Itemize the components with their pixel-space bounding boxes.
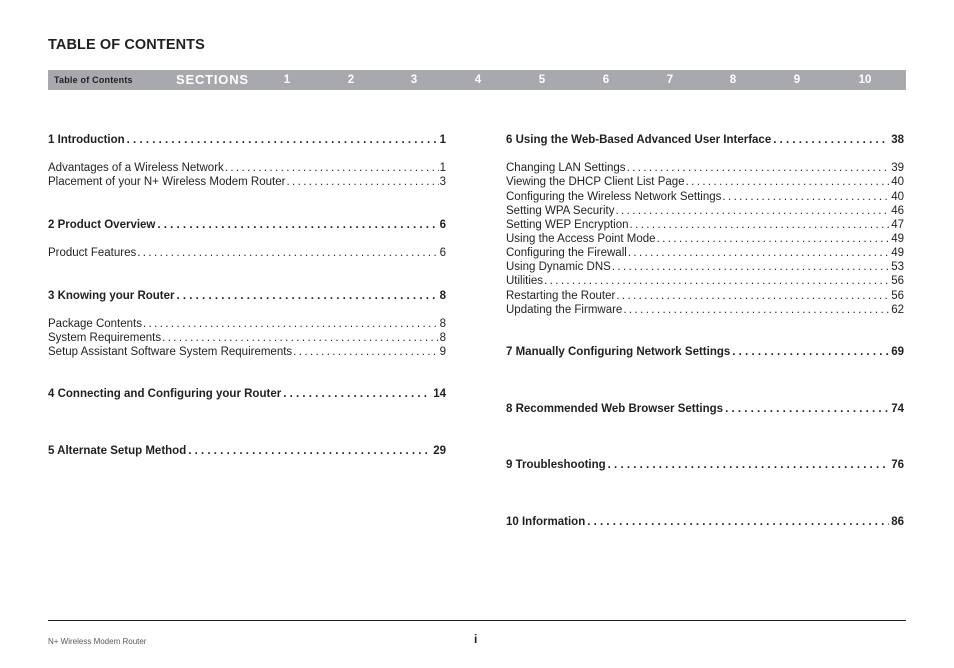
toc-entry-label: 9 Troubleshooting — [506, 459, 606, 471]
toc-entry-label: 2 Product Overview — [48, 219, 156, 231]
toc-entry-label: System Requirements — [48, 332, 162, 344]
toc-entry-label: Utilities — [506, 275, 544, 287]
toc-entry-page: 69 — [891, 346, 904, 358]
toc-entry-sub[interactable] — [506, 191, 904, 203]
dot-leader — [722, 191, 890, 203]
toc-entry-sub[interactable] — [506, 233, 904, 245]
dot-leader — [615, 205, 890, 217]
nav-section-3[interactable]: 3 — [410, 74, 418, 86]
toc-entry-sub[interactable] — [506, 261, 904, 273]
toc-entry-sub[interactable] — [506, 219, 904, 231]
toc-entry-page: 6 — [439, 219, 446, 231]
toc-entry-page: 40 — [891, 191, 904, 203]
toc-entry-sub[interactable] — [506, 176, 904, 188]
toc-entry-sub[interactable] — [506, 275, 904, 287]
dot-leader — [630, 219, 891, 231]
nav-section-5[interactable]: 5 — [538, 74, 546, 86]
toc-entry-label: Product Features — [48, 247, 137, 259]
toc-entry-label: Configuring the Wireless Network Settings — [506, 191, 722, 203]
toc-entry-label: Restarting the Router — [506, 290, 616, 302]
dot-leader — [188, 445, 431, 457]
toc-entry-sub[interactable] — [506, 162, 904, 174]
dot-leader — [127, 134, 438, 146]
footer-product-name: N+ Wireless Modem Router — [48, 637, 147, 646]
toc-entry-chapter[interactable] — [48, 290, 446, 302]
toc-entry-page: 9 — [439, 346, 446, 358]
toc-entry-page: 74 — [891, 403, 904, 415]
toc-entry-sub[interactable] — [48, 332, 446, 344]
dot-leader — [137, 247, 438, 259]
dot-leader — [732, 346, 889, 358]
section-nav-bar — [48, 70, 906, 90]
nav-section-2[interactable]: 2 — [347, 74, 355, 86]
toc-entry-page: 29 — [433, 445, 446, 457]
toc-entry-chapter[interactable] — [48, 134, 446, 146]
toc-entry-chapter[interactable] — [506, 134, 904, 146]
dot-leader — [293, 346, 438, 358]
toc-entry-sub[interactable] — [506, 290, 904, 302]
toc-entry-sub[interactable] — [506, 304, 904, 316]
toc-entry-page: 8 — [439, 318, 446, 330]
toc-entry-chapter[interactable] — [506, 403, 904, 415]
toc-entry-sub[interactable] — [506, 247, 904, 259]
toc-entry-label: Setup Assistant Software System Requirements — [48, 346, 293, 358]
toc-entry-label: Placement of your N+ Wireless Modem Router — [48, 176, 286, 188]
toc-entry-label: 4 Connecting and Configuring your Router — [48, 388, 282, 400]
page-title: TABLE OF CONTENTS — [48, 37, 205, 53]
toc-entry-page: 8 — [439, 290, 446, 302]
toc-entry-page: 14 — [433, 388, 446, 400]
toc-entry-label: 7 Manually Configuring Network Settings — [506, 346, 731, 358]
toc-entry-page: 56 — [891, 275, 904, 287]
toc-entry-page: 53 — [891, 261, 904, 273]
toc-entry-sub[interactable] — [48, 247, 446, 259]
toc-entry-label: 5 Alternate Setup Method — [48, 445, 187, 457]
dot-leader — [686, 176, 891, 188]
toc-entry-label: Configuring the Firewall — [506, 247, 627, 259]
dot-leader — [225, 162, 439, 174]
toc-entry-page: 1 — [439, 162, 446, 174]
toc-entry-label: Using Dynamic DNS — [506, 261, 611, 273]
dot-leader — [283, 388, 431, 400]
nav-section-6[interactable]: 6 — [602, 74, 610, 86]
toc-entry-chapter[interactable] — [48, 219, 446, 231]
toc-entry-page: 49 — [891, 233, 904, 245]
nav-section-8[interactable]: 8 — [729, 74, 737, 86]
toc-entry-label: Updating the Firmware — [506, 304, 623, 316]
dot-leader — [627, 162, 891, 174]
toc-entry-label: 3 Knowing your Router — [48, 290, 175, 302]
toc-entry-label: Package Contents — [48, 318, 142, 330]
toc-entry-page: 1 — [439, 134, 446, 146]
toc-entry-page: 8 — [439, 332, 446, 344]
toc-entry-label: Advantages of a Wireless Network — [48, 162, 224, 174]
footer-page-number: i — [474, 632, 478, 646]
nav-section-4[interactable]: 4 — [474, 74, 482, 86]
toc-entry-label: 10 Information — [506, 516, 586, 528]
toc-entry-chapter[interactable] — [48, 445, 446, 457]
dot-leader — [544, 275, 890, 287]
dot-leader — [616, 290, 890, 302]
toc-entry-label: Viewing the DHCP Client List Page — [506, 176, 685, 188]
dot-leader — [725, 403, 889, 415]
toc-entry-page: 38 — [891, 134, 904, 146]
nav-section-10[interactable]: 10 — [858, 74, 872, 86]
toc-entry-label: 6 Using the Web-Based Advanced User Interface — [506, 134, 772, 146]
dot-leader — [608, 459, 890, 471]
toc-entry-page: 49 — [891, 247, 904, 259]
footer-rule — [48, 620, 906, 621]
toc-entry-page: 62 — [891, 304, 904, 316]
nav-toc-label[interactable]: Table of Contents — [54, 75, 133, 85]
dot-leader — [162, 332, 438, 344]
toc-entry-page: 40 — [891, 176, 904, 188]
toc-entry-label: Changing LAN Settings — [506, 162, 626, 174]
toc-entry-label: Setting WPA Security — [506, 205, 615, 217]
toc-entry-page: 56 — [891, 290, 904, 302]
toc-entry-label: 8 Recommended Web Browser Settings — [506, 403, 724, 415]
toc-entry-page: 3 — [439, 176, 446, 188]
toc-entry-label: Using the Access Point Mode — [506, 233, 656, 245]
toc-entry-chapter[interactable] — [48, 388, 446, 400]
dot-leader — [286, 176, 438, 188]
toc-entry-chapter[interactable] — [506, 346, 904, 358]
toc-entry-sub[interactable] — [48, 318, 446, 330]
dot-leader — [143, 318, 439, 330]
nav-section-9[interactable]: 9 — [793, 74, 801, 86]
toc-entry-sub[interactable] — [48, 162, 446, 174]
dot-leader — [157, 219, 437, 231]
toc-entry-sub[interactable] — [48, 346, 446, 358]
dot-leader — [612, 261, 890, 273]
nav-section-1[interactable]: 1 — [283, 74, 291, 86]
toc-entry-page: 46 — [891, 205, 904, 217]
toc-entry-sub[interactable] — [506, 205, 904, 217]
toc-entry-page: 6 — [439, 247, 446, 259]
toc-entry-label: 1 Introduction — [48, 134, 125, 146]
dot-leader — [587, 516, 889, 528]
toc-entry-chapter[interactable] — [506, 459, 904, 471]
toc-entry-page: 76 — [891, 459, 904, 471]
toc-entry-page: 86 — [891, 516, 904, 528]
dot-leader — [773, 134, 889, 146]
toc-entry-page: 39 — [891, 162, 904, 174]
dot-leader — [657, 233, 891, 245]
nav-sections-label: SECTIONS — [176, 72, 249, 87]
toc-entry-page: 47 — [891, 219, 904, 231]
dot-leader — [177, 290, 438, 302]
toc-entry-label: Setting WEP Encryption — [506, 219, 629, 231]
toc-entry-chapter[interactable] — [506, 516, 904, 528]
toc-entry-sub[interactable] — [48, 176, 446, 188]
dot-leader — [623, 304, 890, 316]
nav-section-7[interactable]: 7 — [666, 74, 674, 86]
dot-leader — [628, 247, 890, 259]
